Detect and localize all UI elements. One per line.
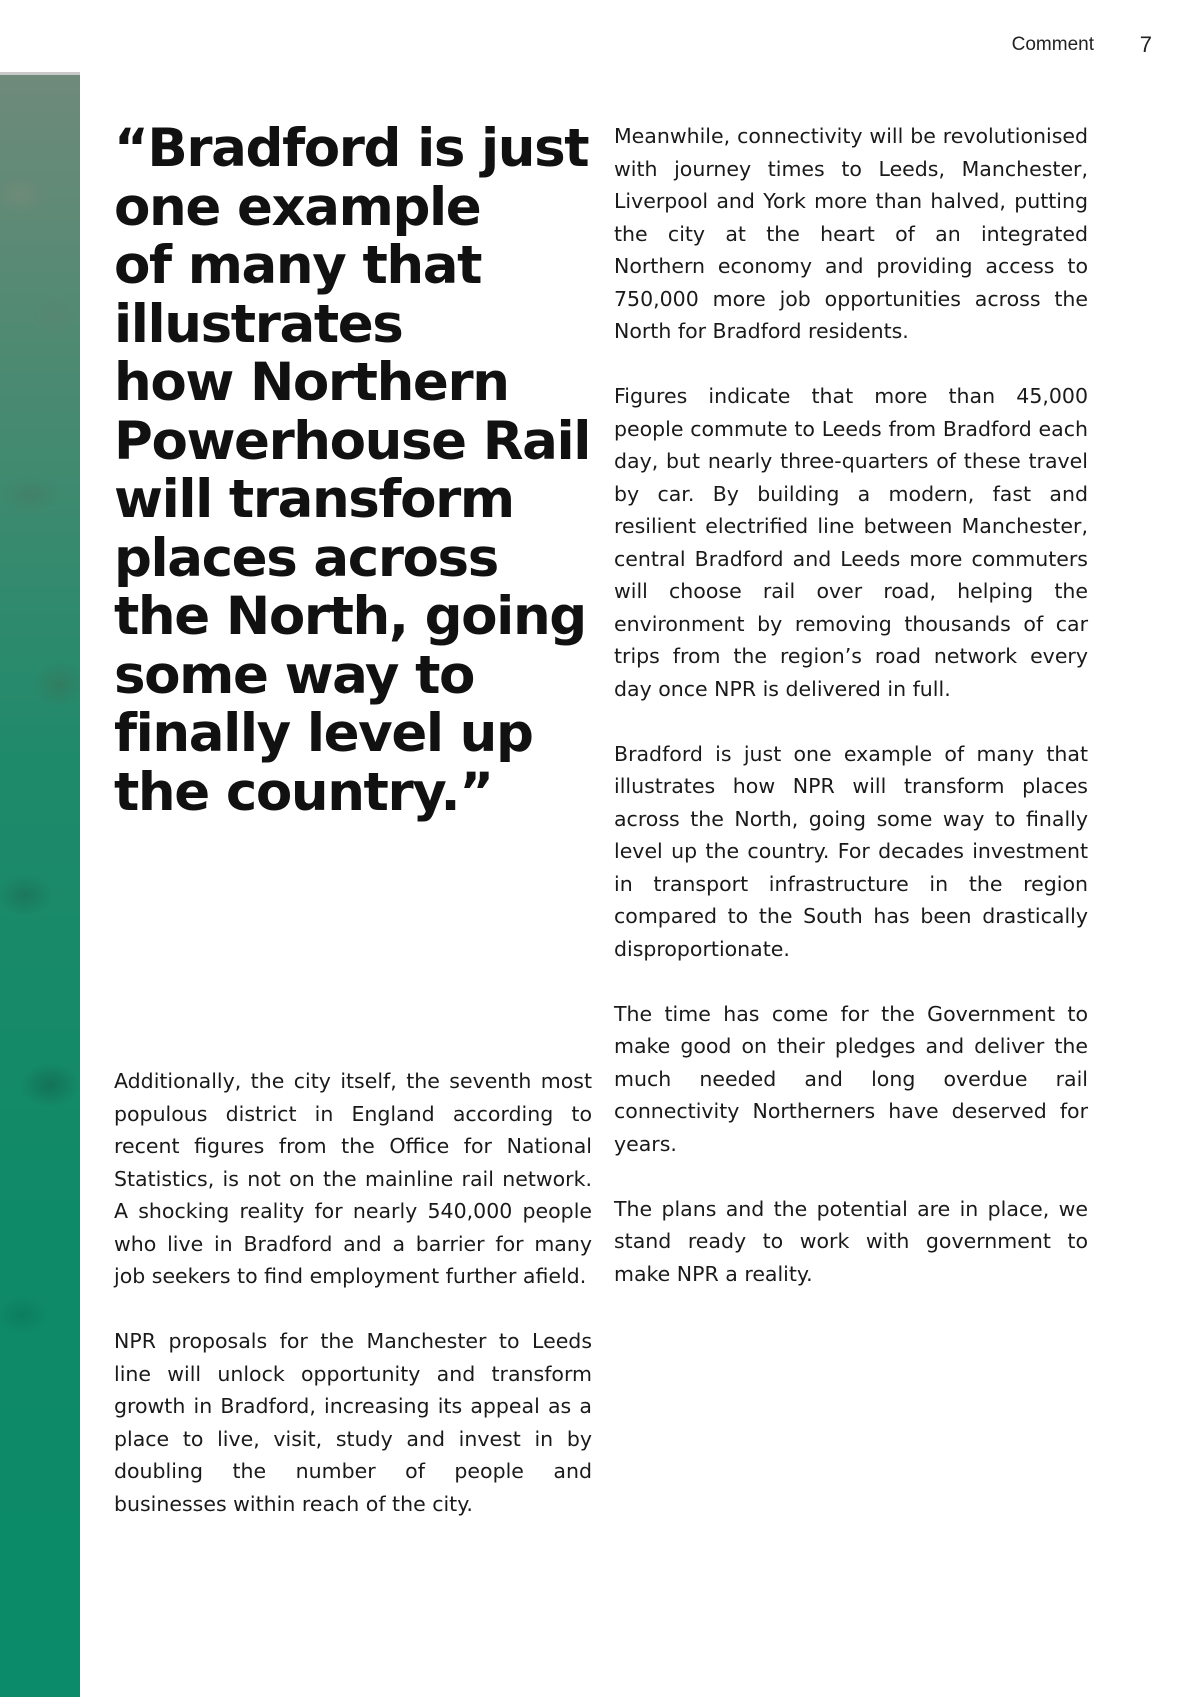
pull-quote-line: “Bradford is just bbox=[114, 118, 589, 179]
body-paragraph: Bradford is just one example of many that illustrates how NPR will transform places across the North, going some way to finally level up the country. For decades investment in transport infrastructure in the region compared to the South has been drastically disproportionate. bbox=[614, 741, 1088, 961]
pull-quote-line: places across bbox=[114, 527, 498, 589]
pull-quote-line: the North, going bbox=[114, 586, 586, 647]
page-number: 7 bbox=[1139, 32, 1152, 57]
side-photo-strip bbox=[0, 75, 80, 1697]
pull-quote-line: finally level up bbox=[114, 703, 533, 764]
body-paragraph: Meanwhile, connectivity will be revolutionised with journey times to Leeds, Manchester, Liverpool and York more than halved, putting the city at the heart of an integrated Northern economy and providing access to 750,000 more job opportunities across the North for Bradford residents. bbox=[614, 124, 1088, 343]
pull-quote-line: some way to bbox=[114, 644, 475, 706]
pull-quote-line: the country.” bbox=[114, 761, 493, 823]
pull-quote-line: how Northern bbox=[114, 352, 509, 413]
section-label: Comment bbox=[1011, 34, 1094, 55]
pull-quote-line: one example bbox=[114, 176, 481, 238]
body-paragraph: The time has come for the Government to make good on their pledges and deliver the much needed and long overdue rail connectivity Northerners have deserved for years. bbox=[614, 1001, 1088, 1156]
pull-quote-line: will transform bbox=[114, 469, 514, 530]
body-paragraph: NPR proposals for the Manchester to Leeds line will unlock opportunity and transform growth in Bradford, increasing its appeal as a place to live, visit, study and invest in by doubling the number of people and businesses within reach of the city. bbox=[114, 1329, 592, 1516]
pull-quote-line: illustrates bbox=[114, 293, 403, 355]
body-paragraph: Additionally, the city itself, the seventh most populous district in England according to recent figures from the Office for National Statistics, is not on the mainline rail network. A shocking reality for nearly 540,000 people who live in Bradford and a barrier for many job seekers to find employment further afield. bbox=[114, 1069, 592, 1288]
body-paragraph: The plans and the potential are in place, we stand ready to work with government to make NPR a reality. bbox=[614, 1196, 1088, 1286]
body-paragraph: Figures indicate that more than 45,000 people commute to Leeds from Bradford each day, but nearly three-quarters of these travel by car. By building a modern, fast and resilient electrified line between Manchester, central Bradford and Leeds more commuters will choose rail over road, helping the environment by removing thousands of car trips from the region’s road network every day once NPR is delivered in full. bbox=[614, 384, 1088, 701]
right-text-column bbox=[614, 120, 1088, 1323]
left-text-column bbox=[114, 1065, 592, 1553]
pull-quote bbox=[114, 120, 594, 822]
pull-quote-line: Powerhouse Rail bbox=[114, 410, 591, 472]
pull-quote-line: of many that bbox=[114, 235, 482, 296]
